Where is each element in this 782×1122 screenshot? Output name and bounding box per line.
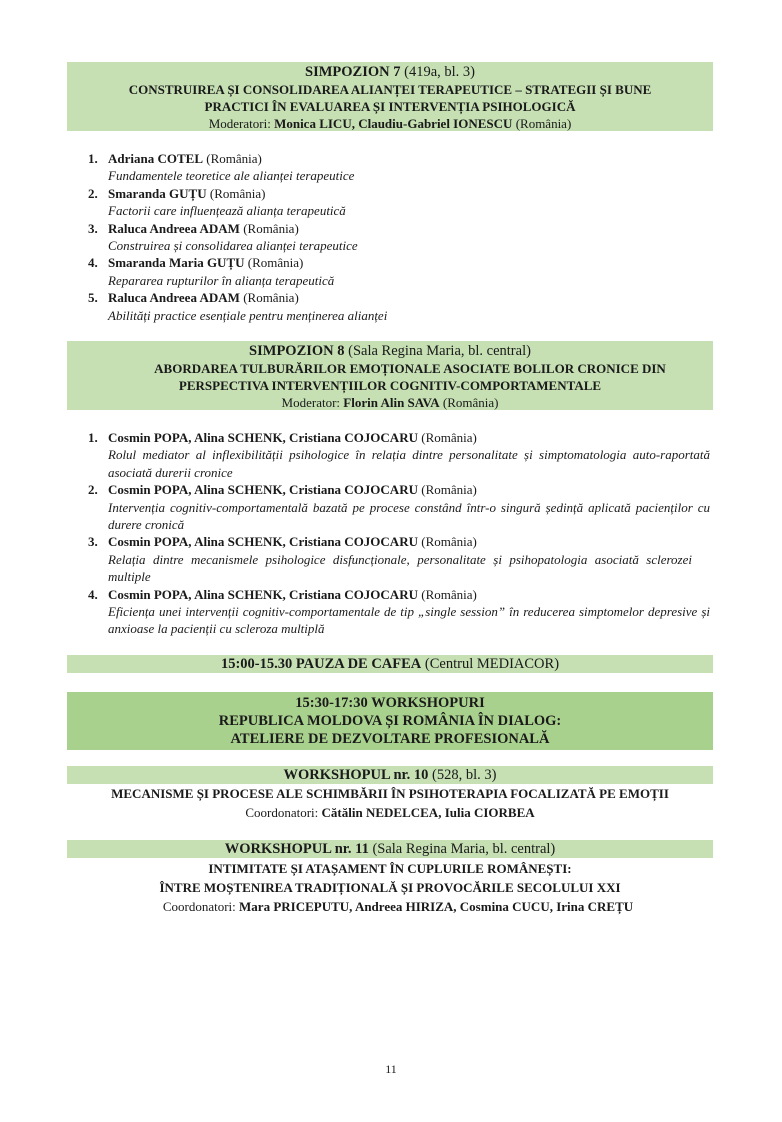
item-number: 4. bbox=[88, 255, 98, 271]
symposium-7-title bbox=[67, 64, 713, 81]
item-title: Rolul mediator al inflexibilității psihologice în relația dintre personalitate și simptomatologia auto-raportată asociată durerii cronice bbox=[108, 447, 710, 480]
item-title: Construirea și consolidarea alianței terapeutice bbox=[108, 238, 358, 254]
workshop-11-coordinators bbox=[75, 898, 721, 916]
item-number: 2. bbox=[88, 185, 98, 201]
workshop-11-header bbox=[67, 840, 713, 858]
item-author: Cosmin POPA, Alina SCHENK, Cristiana COJOCARU bbox=[108, 482, 418, 498]
item-author: Raluca Andreea ADAM bbox=[108, 220, 240, 236]
symposium-8-header bbox=[67, 341, 713, 410]
moderator-name: Florin Alin SAVA bbox=[343, 395, 440, 410]
workshops-time: 15:30-17:30 WORKSHOPURI bbox=[295, 695, 485, 711]
page-number: 11 bbox=[385, 1062, 397, 1076]
workshop-10-header bbox=[67, 766, 713, 784]
item-number: 3. bbox=[88, 534, 98, 550]
item-country: (România) bbox=[417, 482, 477, 498]
symposium-8-subtitle-1: ABORDAREA TULBURĂRILOR EMOȚIONALE ASOCIATE BOLILOR CRONICE DIN bbox=[154, 361, 666, 376]
symposium-8-label: SIMPOZION 8 bbox=[249, 343, 345, 359]
item-author: Smaranda Maria GUȚU bbox=[108, 255, 245, 271]
item-country: (România) bbox=[203, 151, 262, 166]
list-item bbox=[84, 185, 714, 220]
symposium-8-subtitle-2: PERSPECTIVA INTERVENȚIILOR COGNITIV-COMPORTAMENTALE bbox=[178, 378, 602, 393]
item-country: (România) bbox=[417, 430, 477, 445]
symposium-7-moderators bbox=[67, 115, 713, 132]
item-country: (România) bbox=[417, 586, 477, 602]
workshop-10-coordinators bbox=[67, 804, 713, 822]
item-title: Relația dintre mecanismele psihologice disfuncționale, personalitate și psihopatologia asociată sclerozei multiple bbox=[108, 551, 692, 585]
coordinators-label: Coordonatori: bbox=[245, 805, 322, 820]
workshop-10-label: WORKSHOPUL nr. 10 bbox=[283, 767, 429, 783]
list-item bbox=[84, 254, 714, 289]
coffee-break-bar bbox=[67, 655, 713, 673]
symposium-7-list bbox=[84, 150, 714, 324]
moderators-label: Moderatori: bbox=[208, 116, 275, 131]
moderators-country: (România) bbox=[512, 116, 572, 131]
moderator-label: Moderator: bbox=[281, 395, 344, 410]
workshop-11-subtitle-2: ÎNTRE MOȘTENIREA TRADIȚIONALĂ ȘI PROVOCĂRILE SECOLULUI XXI bbox=[159, 880, 621, 895]
item-number: 1. bbox=[88, 430, 98, 445]
symposium-8-room: (Sala Regina Maria, bl. central) bbox=[344, 343, 531, 359]
symposium-8-list bbox=[84, 429, 710, 638]
workshops-theme-1: REPUBLICA MOLDOVA ȘI ROMÂNIA ÎN DIALOG: bbox=[218, 713, 562, 729]
symposium-7-label: SIMPOZION 7 bbox=[305, 64, 401, 80]
workshop-11-label: WORKSHOPUL nr. 11 bbox=[224, 841, 369, 857]
item-number: 2. bbox=[88, 482, 98, 498]
list-item bbox=[84, 481, 710, 533]
item-country: (România) bbox=[239, 290, 299, 306]
list-item bbox=[84, 150, 714, 185]
item-number: 1. bbox=[88, 151, 98, 166]
symposium-8-title bbox=[67, 343, 713, 360]
item-author: Smaranda GUȚU bbox=[108, 185, 207, 201]
item-author: Cosmin POPA, Alina SCHENK, Cristiana COJOCARU bbox=[108, 430, 418, 445]
list-item bbox=[84, 586, 710, 638]
symposium-8-moderator bbox=[67, 394, 713, 411]
coordinators-names: Mara PRICEPUTU, Andreea HIRIZA, Cosmina CUCU, Irina CREȚU bbox=[239, 899, 634, 914]
coffee-break-place: (Centrul MEDIACOR) bbox=[421, 656, 560, 672]
item-author: Adriana COTEL bbox=[108, 151, 203, 166]
symposium-7-subtitle-2: PRACTICI ÎN EVALUAREA ȘI INTERVENȚIA PSIHOLOGICĂ bbox=[204, 99, 576, 114]
item-title: Abilități practice esențiale pentru menținerea alianței bbox=[108, 307, 388, 323]
item-number: 5. bbox=[88, 290, 98, 306]
item-title: Repararea rupturilor în alianța terapeutică bbox=[108, 272, 335, 288]
item-number: 3. bbox=[88, 220, 98, 236]
item-country: (România) bbox=[417, 534, 477, 550]
item-number: 4. bbox=[88, 586, 98, 602]
item-title: Fundamentele teoretice ale alianței terapeutice bbox=[108, 168, 355, 184]
list-item bbox=[84, 429, 710, 481]
item-country: (România) bbox=[244, 255, 304, 271]
list-item bbox=[84, 220, 714, 255]
workshops-header bbox=[67, 692, 713, 750]
coordinators-label: Coordonatori: bbox=[162, 899, 240, 914]
workshop-11-subtitle-1: INTIMITATE ȘI ATAȘAMENT ÎN CUPLURILE ROMÂNEȘTI: bbox=[208, 861, 572, 876]
workshop-11-room: (Sala Regina Maria, bl. central) bbox=[368, 841, 556, 857]
list-item bbox=[84, 533, 710, 585]
moderator-country: (România) bbox=[439, 395, 499, 410]
item-title: Eficiența unei intervenții cognitiv-comportamentale de tip „single session” în reducerea simptomelor depresive și anxioase la pacienții cu scleroza multiplă bbox=[108, 604, 710, 637]
item-author: Raluca Andreea ADAM bbox=[108, 290, 240, 306]
symposium-7-subtitle-1: CONSTRUIREA ȘI CONSOLIDAREA ALIANȚEI TERAPEUTICE – STRATEGII ȘI BUNE bbox=[128, 82, 652, 97]
coffee-break-time: 15:00-15.30 PAUZA DE CAFEA bbox=[220, 656, 422, 672]
workshop-10-subtitle: MECANISME ȘI PROCESE ALE SCHIMBĂRII ÎN PSIHOTERAPIA FOCALIZATĂ PE EMOȚII bbox=[111, 786, 669, 801]
workshops-theme-2: ATELIERE DE DEZVOLTARE PROFESIONALĂ bbox=[230, 731, 550, 747]
coordinators-names: Cătălin NEDELCEA, Iulia CIORBEA bbox=[321, 805, 535, 820]
item-country: (România) bbox=[239, 220, 299, 236]
symposium-7-room: (419a, bl. 3) bbox=[400, 64, 475, 80]
item-author: Cosmin POPA, Alina SCHENK, Cristiana COJOCARU bbox=[108, 534, 418, 550]
symposium-7-header bbox=[67, 62, 713, 131]
item-author: Cosmin POPA, Alina SCHENK, Cristiana COJOCARU bbox=[108, 586, 418, 602]
item-title: Factorii care influențează alianța terapeutică bbox=[108, 203, 346, 219]
moderators-names: Monica LICU, Claudiu-Gabriel IONESCU bbox=[274, 116, 513, 131]
workshop-10-room: (528, bl. 3) bbox=[428, 767, 497, 783]
item-title: Intervenția cognitiv-comportamentală bazată pe procese constând într-o singură ședință aplicată pacienților cu durere cronică bbox=[108, 499, 710, 533]
item-country: (România) bbox=[206, 185, 266, 201]
list-item bbox=[84, 289, 714, 324]
